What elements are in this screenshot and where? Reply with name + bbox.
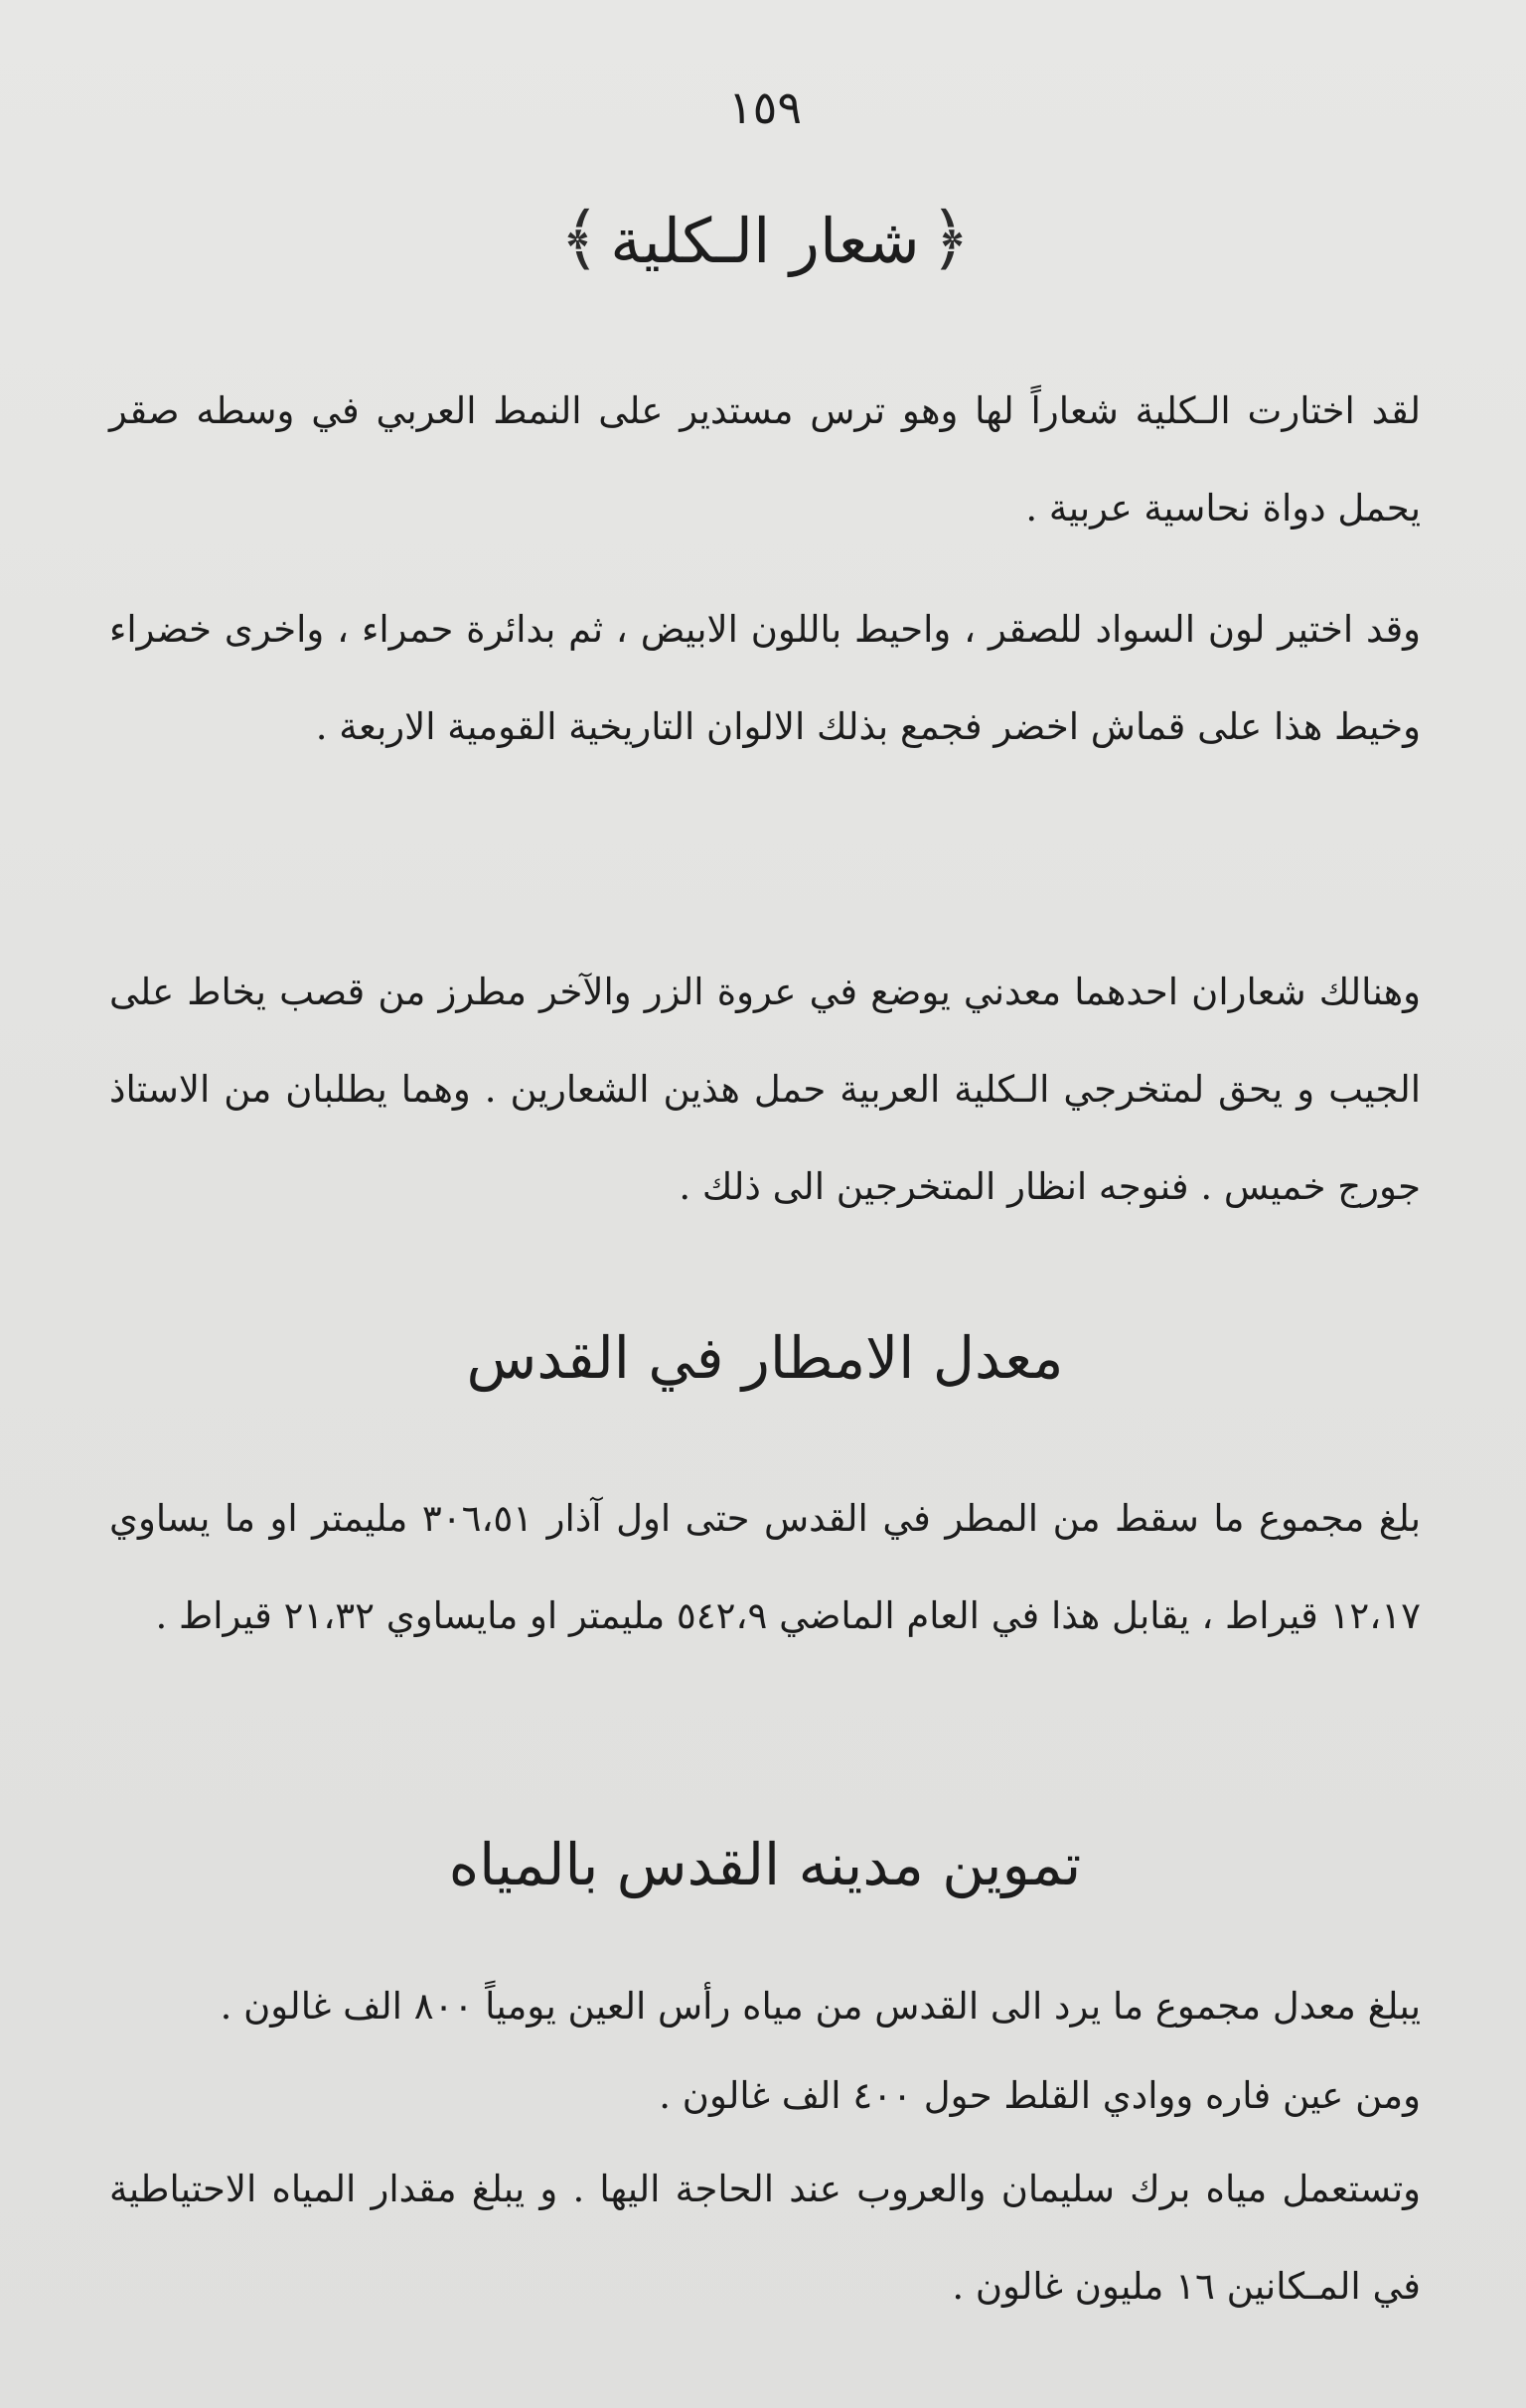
paragraph-emblem-description: لقد اختارت الـكلية شعاراً لها وهو ترس مستدير على النمط العربي في وسطه صقر يحمل دواة نحاسية عربية . — [109, 389, 1421, 529]
paragraph-water-ein-fara: ومن عين فاره ووادي القلط حول ٤٠٠ الف غالون . — [659, 2074, 1421, 2117]
section-title-emblem — [109, 194, 1421, 286]
paragraph-water-solomon-pools: وتستعمل مياه برك سليمان والعروب عند الحاجة اليها . و يبلغ مقدار المياه الاحتياطية في المـكانين ١٦ مليون غالون . — [109, 2168, 1421, 2308]
section-title-rainfall: معدل الامطار في القدس — [466, 1324, 1064, 1392]
section-title-water-supply: تموين مدينه القدس بالمياه — [448, 1831, 1082, 1898]
paragraph-water-ras-al-ain: يبلغ معدل مجموع ما يرد الى القدس من مياه رأس العين يومياً ٨٠٠ الف غالون . — [220, 1985, 1421, 2028]
paragraph-emblem-badges: وهنالك شعاران احدهما معدني يوضع في عروة الزر والآخر مطرز من قصب يخاط على الجيب و يحق لمتخرجي الـكلية العربية حمل هذين الشعارين . وهما يطلبان من الاستاذ جورج خميس . فنوجه انظار المتخرجين الى ذلك . — [109, 971, 1421, 1208]
section-title-emblem-text: شعار الـكلية — [610, 205, 920, 277]
page-number: ١٥٩ — [727, 80, 803, 134]
ornament-bracket-left: ﴾ — [559, 198, 601, 279]
paragraph-emblem-colors: وقد اختير لون السواد للصقر ، واحيط باللون الابيض ، ثم بدائرة حمراء ، واخرى خضراء وخيط هذا على قماش اخضر فجمع بذلك الالوان التاريخية القومية الاربعة . — [109, 608, 1421, 748]
paragraph-rainfall: بلغ مجموع ما سقط من المطر في القدس حتى اول آذار ٣٠٦،٥١ مليمتر او ما يساوي ١٢،١٧ قيراط ، يقابل هذا في العام الماضي ٥٤٢،٩ مليمتر او مايساوي ٢١،٣٢ قيراط . — [109, 1497, 1422, 1637]
ornament-bracket-right: ﴿ — [929, 198, 971, 279]
